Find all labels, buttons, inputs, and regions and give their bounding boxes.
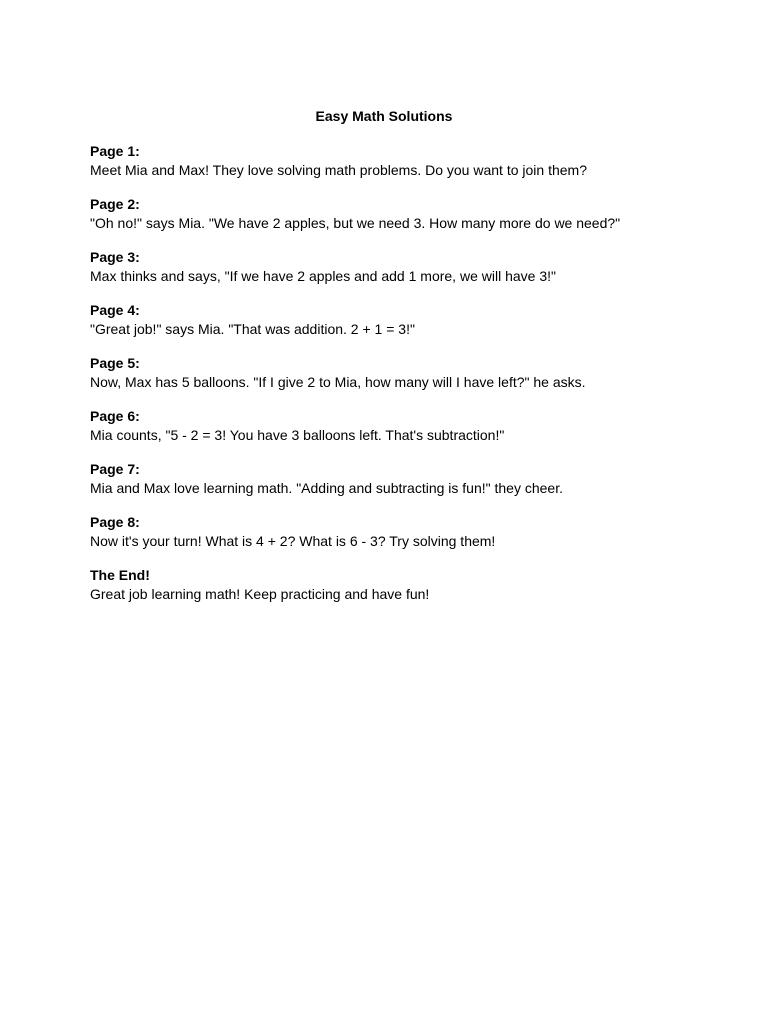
section-heading: Page 7: [90, 461, 140, 477]
section-page-5 [90, 354, 710, 392]
section-text: Max thinks and says, "If we have 2 apples and add 1 more, we will have 3!" [90, 268, 556, 284]
section-heading: Page 2: [90, 196, 140, 212]
section-heading: Page 3: [90, 249, 140, 265]
section-the-end [90, 566, 710, 604]
section-heading: Page 1: [90, 143, 140, 159]
section-text: "Oh no!" says Mia. "We have 2 apples, but we need 3. How many more do we need?" [90, 215, 621, 231]
section-text: Mia counts, "5 - 2 = 3! You have 3 balloons left. That's subtraction!" [90, 427, 505, 443]
section-text: Great job learning math! Keep practicing and have fun! [90, 586, 430, 602]
section-text: Mia and Max love learning math. "Adding and subtracting is fun!" they cheer. [90, 480, 563, 496]
section-heading: The End! [90, 567, 150, 583]
section-page-4 [90, 301, 710, 339]
section-heading: Page 4: [90, 302, 140, 318]
document-body [90, 142, 710, 619]
section-page-1 [90, 142, 710, 180]
section-page-2 [90, 195, 710, 233]
section-text: Now it's your turn! What is 4 + 2? What is 6 - 3? Try solving them! [90, 533, 496, 549]
section-text: Meet Mia and Max! They love solving math problems. Do you want to join them? [90, 162, 587, 178]
section-page-6 [90, 407, 710, 445]
section-text: "Great job!" says Mia. "That was addition. 2 + 1 = 3!" [90, 321, 415, 337]
document-title: Easy Math Solutions [315, 108, 453, 124]
section-text: Now, Max has 5 balloons. "If I give 2 to Mia, how many will I have left?" he asks. [90, 374, 586, 390]
section-page-8 [90, 513, 710, 551]
section-page-7 [90, 460, 710, 498]
section-heading: Page 6: [90, 408, 140, 424]
section-page-3 [90, 248, 710, 286]
section-heading: Page 8: [90, 514, 140, 530]
section-heading: Page 5: [90, 355, 140, 371]
